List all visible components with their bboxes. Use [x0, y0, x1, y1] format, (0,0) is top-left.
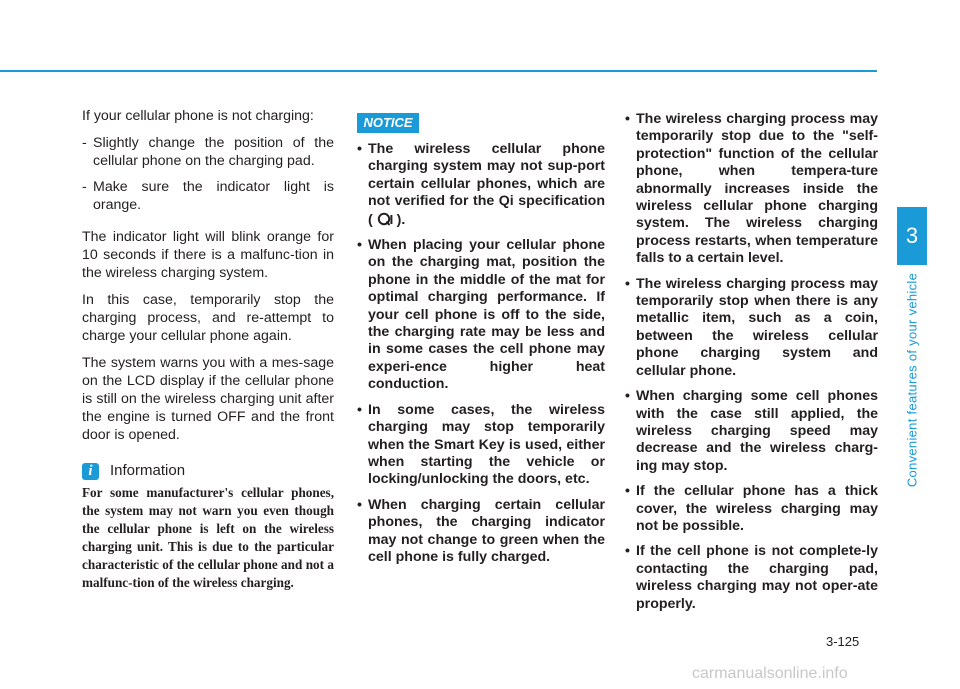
list-item: • The wireless charging process may temporarily stop when there is any metallic item, such as a coin, between the wireless cellular phone charging system and cellular phone.: [625, 275, 878, 379]
information-body: For some manufacturer's cellular phones, the system may not warn you even though the cellular phone is left on the wireless charging unit. This is due to the particular characteristic of the cellular phone and not a malfunc-tion of the wireless charging.: [82, 485, 334, 590]
chapter-tab: 3: [897, 207, 927, 265]
column-1: [82, 107, 334, 601]
list-item: • The wireless cellular phone charging system may not sup-port certain cellular phones, which are not verified for the Qi specification ( ).: [357, 141, 605, 228]
list-item: • When placing your cellular phone on the charging mat, position the phone in the middle of the mat for optimal charging performance. If your cell phone is off to the side, the charging rate may be less and in some cases the cell phone may experi-ence higher heat conduction.: [357, 237, 605, 393]
notice-list-continued: [625, 111, 878, 613]
list-item: • In some cases, the wireless charging may stop temporarily when the Smart Key is used, either when starting the vehicle or locking/unlocking the doors, etc.: [357, 401, 605, 488]
paragraph: The system warns you with a mes-sage on the LCD display if the cellular phone is still on the wireless charging unit after the engine is turned OFF and the front door is opened.: [82, 355, 334, 443]
paragraph: The indicator light will blink orange for 10 seconds if there is a malfunc-tion in the wireless charging system.: [82, 229, 334, 281]
header-rule: [0, 70, 877, 72]
list-item: • If the cellular phone has a thick cover, the wireless charging may not be possible.: [625, 483, 878, 534]
intro-text: If your cellular phone is not charging:: [82, 108, 314, 124]
notice-badge: NOTICE: [357, 113, 419, 133]
info-icon: i: [82, 463, 99, 480]
list-item: • When charging certain cellular phones, the charging indicator may not change to green when the cell phone is fully charged.: [357, 496, 605, 565]
page-number: 3-125: [826, 634, 860, 649]
chapter-title: Convenient features of your vehicle: [904, 272, 920, 488]
paragraph: In this case, temporarily stop the charging process, and re-attempt to charge your cellular phone again.: [82, 292, 334, 344]
list-item: • If the cell phone is not complete-ly contacting the charging pad, wireless charging may not oper-ate properly.: [625, 543, 878, 612]
information-heading: [82, 462, 334, 480]
dash-item: - Make sure the indicator light is orange.: [82, 179, 334, 213]
list-item: • When charging some cell phones with the case still applied, the wireless charging speed may decrease and the wireless charg-ing may stop.: [625, 388, 878, 474]
column-3: [625, 111, 878, 621]
list-item: • The wireless charging process may temporarily stop due to the "self-protection" function of the cellular phone, when tempera-ture abnormally increases inside the wireless cellular phone charging system. The wireless charging process restarts, when temperature falls to a certain level.: [625, 111, 878, 267]
information-title: Information: [110, 462, 186, 479]
watermark: carmanualsonline.info: [692, 665, 848, 682]
notice-list: [357, 141, 605, 566]
dash-item: - Slightly change the position of the cellular phone on the charging pad.: [82, 135, 334, 169]
qi-logo-icon: [377, 211, 393, 227]
column-2: [357, 141, 605, 574]
